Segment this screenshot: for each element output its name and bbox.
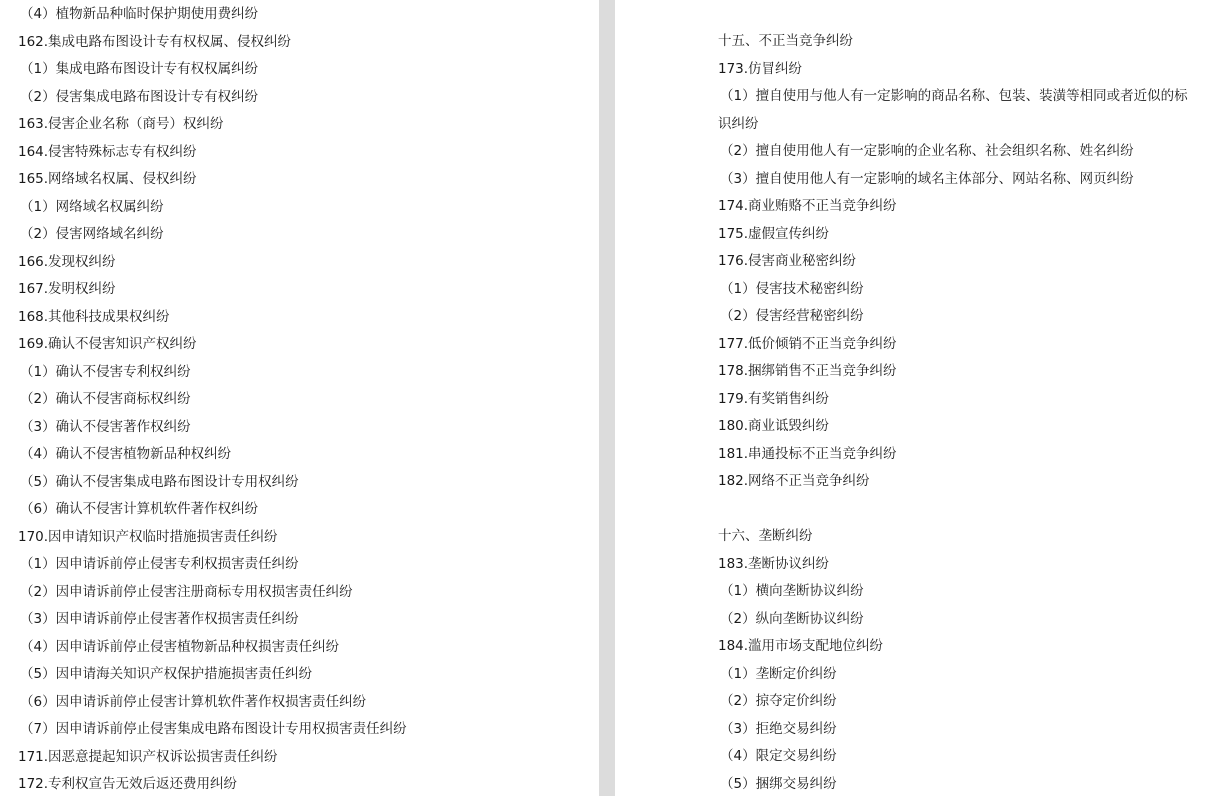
text-line: （5）因申请海关知识产权保护措施损害责任纠纷 (20, 666, 313, 682)
text-line: 181.串通投标不正当竞争纠纷 (718, 445, 897, 462)
text-line: （1）网络域名权属纠纷 (20, 198, 164, 215)
text-line: （6）因申请诉前停止侵害计算机软件著作权损害责任纠纷 (20, 693, 367, 710)
text-line: 163.侵害企业名称（商号）权纠纷 (18, 116, 224, 132)
text-line: （3）因申请诉前停止侵害著作权损害责任纠纷 (20, 611, 299, 627)
text-line: （4）因申请诉前停止侵害植物新品种权损害责任纠纷 (20, 638, 340, 655)
text-line: 171.因恶意提起知识产权诉讼损害责任纠纷 (18, 748, 278, 765)
text-line: （1）横向垄断协议纠纷 (720, 583, 864, 599)
text-line: （2）纵向垄断协议纠纷 (720, 610, 864, 627)
text-line: （5）确认不侵害集成电路布图设计专用权纠纷 (20, 473, 299, 490)
text-line: （2）因申请诉前停止侵害注册商标专用权损害责任纠纷 (20, 583, 353, 600)
right-page-text (718, 28, 1188, 796)
text-line: （2）确认不侵害商标权纠纷 (20, 391, 191, 407)
text-line: （7）因申请诉前停止侵害集成电路布图设计专用权损害责任纠纷 (20, 721, 407, 737)
text-line: （4）植物新品种临时保护期使用费纠纷 (20, 6, 259, 22)
text-line: 165.网络域名权属、侵权纠纷 (18, 171, 197, 187)
text-line: （1）垄断定价纠纷 (720, 665, 837, 682)
text-line: （4）限定交易纠纷 (720, 748, 837, 764)
text-line: 174.商业贿赂不正当竞争纠纷 (718, 198, 897, 214)
text-line: 164.侵害特殊标志专有权纠纷 (18, 143, 197, 160)
text-line: （2）掠夺定价纠纷 (720, 693, 837, 709)
text-line: （2）擅自使用他人有一定影响的企业名称、社会组织名称、姓名纠纷 (720, 143, 1134, 159)
text-line: （1）因申请诉前停止侵害专利权损害责任纠纷 (20, 556, 299, 572)
document-page-right (615, 0, 1218, 796)
text-line: （1）集成电路布图设计专有权权属纠纷 (20, 61, 259, 77)
text-line: （3）擅自使用他人有一定影响的域名主体部分、网站名称、网页纠纷 (720, 170, 1134, 187)
text-line: 173.仿冒纠纷 (718, 60, 803, 77)
text-line: 180.商业诋毁纠纷 (718, 418, 830, 434)
text-line: 184.滥用市场支配地位纠纷 (718, 638, 884, 654)
text-line: 172.专利权宣告无效后返还费用纠纷 (18, 776, 238, 792)
text-line: 169.确认不侵害知识产权纠纷 (18, 336, 197, 352)
document-page-left (0, 0, 599, 796)
text-line: （1）侵害技术秘密纠纷 (720, 280, 864, 297)
text-line: （2）侵害集成电路布图设计专有权纠纷 (20, 88, 259, 105)
text-line: 177.低价倾销不正当竞争纠纷 (718, 335, 897, 352)
text-line: （3）确认不侵害著作权纠纷 (20, 418, 191, 435)
text-line: （3）拒绝交易纠纷 (720, 720, 837, 737)
text-line: （4）确认不侵害植物新品种权纠纷 (20, 446, 232, 462)
text-line: （1）擅自使用与他人有一定影响的商品名称、包装、装潢等相同或者近似的标 (720, 88, 1188, 104)
text-line: （5）捆绑交易纠纷 (720, 775, 837, 792)
text-line: 十五、不正当竞争纠纷 (718, 33, 853, 49)
text-line: （2）侵害网络域名纠纷 (20, 226, 164, 242)
text-line: （6）确认不侵害计算机软件著作权纠纷 (20, 501, 259, 517)
text-line: 识纠纷 (718, 115, 759, 132)
text-line: （2）侵害经营秘密纠纷 (720, 308, 864, 324)
text-line: 175.虚假宣传纠纷 (718, 225, 830, 242)
text-line: 179.有奖销售纠纷 (718, 390, 830, 407)
text-line: 183.垄断协议纠纷 (718, 555, 830, 572)
text-line: （1）确认不侵害专利权纠纷 (20, 363, 191, 380)
text-line: 十六、垄断纠纷 (718, 528, 813, 544)
text-line: 162.集成电路布图设计专有权权属、侵权纠纷 (18, 33, 292, 50)
text-line: 176.侵害商业秘密纠纷 (718, 253, 857, 269)
text-line: 178.捆绑销售不正当竞争纠纷 (718, 363, 897, 379)
text-line (718, 496, 1188, 524)
text-line: 170.因申请知识产权临时措施损害责任纠纷 (18, 528, 278, 545)
text-line: 168.其他科技成果权纠纷 (18, 308, 170, 325)
left-page-text (18, 1, 407, 796)
text-line: 167.发明权纠纷 (18, 281, 116, 297)
text-line: 182.网络不正当竞争纠纷 (718, 473, 870, 489)
text-line: 166.发现权纠纷 (18, 253, 116, 270)
